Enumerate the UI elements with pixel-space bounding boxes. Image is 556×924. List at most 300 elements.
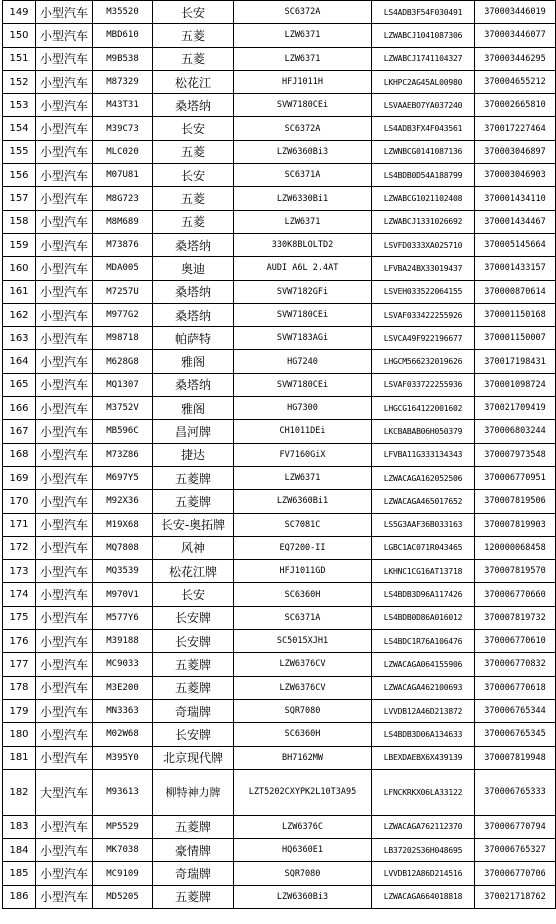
record-id-cell: 370006770660 <box>475 583 556 606</box>
row-number-cell: 168 <box>3 443 36 466</box>
vehicle-type-cell: 小型汽车 <box>36 327 93 350</box>
brand-name-cell: 桑塔纳 <box>153 303 234 326</box>
model-code-cell: SC6372A <box>234 1 372 24</box>
row-number-cell: 164 <box>3 350 36 373</box>
vehicle-type-cell: 小型汽车 <box>36 233 93 256</box>
table-row <box>3 443 556 466</box>
vin-code-cell: LFVBA24BX33019437 <box>372 257 475 280</box>
record-id-cell: 370001150168 <box>475 303 556 326</box>
plate-number-cell: M19X68 <box>93 513 153 536</box>
vehicle-type-cell: 小型汽车 <box>36 94 93 117</box>
model-code-cell: LZW6371 <box>234 47 372 70</box>
brand-name-cell: 五菱牌 <box>153 490 234 513</box>
plate-number-cell: M07U81 <box>93 164 153 187</box>
plate-number-cell: MK7038 <box>93 839 153 862</box>
model-code-cell: SVW7182GFi <box>234 280 372 303</box>
vehicle-type-cell: 小型汽车 <box>36 653 93 676</box>
row-number-cell: 177 <box>3 653 36 676</box>
vin-code-cell: LS4BDB3D06A134633 <box>372 723 475 746</box>
table-row <box>3 233 556 256</box>
model-code-cell: SC5015XJH1 <box>234 630 372 653</box>
vin-code-cell: LS4BDB0D54A188799 <box>372 164 475 187</box>
plate-number-cell: M970V1 <box>93 583 153 606</box>
record-id-cell: 370004655212 <box>475 70 556 93</box>
plate-number-cell: M35520 <box>93 1 153 24</box>
record-id-cell: 370001434467 <box>475 210 556 233</box>
record-id-cell: 370021709419 <box>475 397 556 420</box>
row-number-cell: 169 <box>3 466 36 489</box>
table-row <box>3 583 556 606</box>
plate-number-cell: M73Z86 <box>93 443 153 466</box>
vehicle-type-cell: 小型汽车 <box>36 839 93 862</box>
table-row <box>3 536 556 559</box>
plate-number-cell: MC9109 <box>93 862 153 885</box>
vin-code-cell: LZWACAGA762112370 <box>372 815 475 838</box>
vehicle-type-cell: 小型汽车 <box>36 140 93 163</box>
record-id-cell: 370000870614 <box>475 280 556 303</box>
row-number-cell: 152 <box>3 70 36 93</box>
brand-name-cell: 昌河牌 <box>153 420 234 443</box>
record-id-cell: 370006765327 <box>475 839 556 862</box>
record-id-cell: 370006770610 <box>475 630 556 653</box>
vehicle-type-cell: 小型汽车 <box>36 24 93 47</box>
vin-code-cell: LZWACAGA664018818 <box>372 885 475 908</box>
table-row <box>3 420 556 443</box>
record-id-cell: 370006770951 <box>475 466 556 489</box>
model-code-cell: LZW6371 <box>234 210 372 233</box>
brand-name-cell: 五菱牌 <box>153 815 234 838</box>
brand-name-cell: 柳特神力牌 <box>153 769 234 815</box>
vin-code-cell: LS4BDB0D86A016012 <box>372 606 475 629</box>
plate-number-cell: M39188 <box>93 630 153 653</box>
row-number-cell: 176 <box>3 630 36 653</box>
vehicle-type-cell: 小型汽车 <box>36 560 93 583</box>
table-row <box>3 466 556 489</box>
brand-name-cell: 风神 <box>153 536 234 559</box>
vin-code-cell: LS4BDB3D96A117426 <box>372 583 475 606</box>
plate-number-cell: M43T31 <box>93 94 153 117</box>
plate-number-cell: M3752V <box>93 397 153 420</box>
table-row <box>3 350 556 373</box>
model-code-cell: HFJ1011H <box>234 70 372 93</box>
table-row <box>3 117 556 140</box>
table-row <box>3 47 556 70</box>
vin-code-cell: LSVFD0333XA025710 <box>372 233 475 256</box>
vin-code-cell: LZWABCJ1041087306 <box>372 24 475 47</box>
plate-number-cell: M628G8 <box>93 350 153 373</box>
record-id-cell: 370006765344 <box>475 699 556 722</box>
vehicle-type-cell: 小型汽车 <box>36 885 93 908</box>
brand-name-cell: 五菱 <box>153 47 234 70</box>
table-row <box>3 746 556 769</box>
row-number-cell: 186 <box>3 885 36 908</box>
plate-number-cell: MC9033 <box>93 653 153 676</box>
vehicle-type-cell: 小型汽车 <box>36 164 93 187</box>
model-code-cell: HG7240 <box>234 350 372 373</box>
record-id-cell: 370006770794 <box>475 815 556 838</box>
model-code-cell: EQ7200-II <box>234 536 372 559</box>
table-row <box>3 513 556 536</box>
row-number-cell: 156 <box>3 164 36 187</box>
plate-number-cell: M697Y5 <box>93 466 153 489</box>
brand-name-cell: 长安牌 <box>153 606 234 629</box>
table-row <box>3 606 556 629</box>
plate-number-cell: M8G723 <box>93 187 153 210</box>
plate-number-cell: MLC020 <box>93 140 153 163</box>
table-row <box>3 257 556 280</box>
table-row <box>3 280 556 303</box>
model-code-cell: LZW6330Bi1 <box>234 187 372 210</box>
vehicle-type-cell: 小型汽车 <box>36 257 93 280</box>
model-code-cell: LZW6371 <box>234 24 372 47</box>
vin-code-cell: LFNCKRKX06LA33122 <box>372 769 475 815</box>
table-row <box>3 140 556 163</box>
table-row <box>3 862 556 885</box>
row-number-cell: 154 <box>3 117 36 140</box>
plate-number-cell: M02W68 <box>93 723 153 746</box>
vehicle-type-cell: 小型汽车 <box>36 350 93 373</box>
brand-name-cell: 桑塔纳 <box>153 94 234 117</box>
vehicle-type-cell: 小型汽车 <box>36 280 93 303</box>
vehicle-type-cell: 小型汽车 <box>36 536 93 559</box>
plate-number-cell: MDA005 <box>93 257 153 280</box>
brand-name-cell: 桑塔纳 <box>153 373 234 396</box>
brand-name-cell: 桑塔纳 <box>153 280 234 303</box>
brand-name-cell: 桑塔纳 <box>153 233 234 256</box>
plate-number-cell: M7257U <box>93 280 153 303</box>
table-row <box>3 397 556 420</box>
row-number-cell: 155 <box>3 140 36 163</box>
record-id-cell: 370006770706 <box>475 862 556 885</box>
row-number-cell: 158 <box>3 210 36 233</box>
vin-code-cell: LB37202S36H048695 <box>372 839 475 862</box>
row-number-cell: 181 <box>3 746 36 769</box>
row-number-cell: 163 <box>3 327 36 350</box>
record-id-cell: 370006770832 <box>475 653 556 676</box>
record-id-cell: 370006803244 <box>475 420 556 443</box>
brand-name-cell: 奥迪 <box>153 257 234 280</box>
vin-code-cell: LZWABCJ1331026692 <box>372 210 475 233</box>
plate-number-cell: M87329 <box>93 70 153 93</box>
row-number-cell: 149 <box>3 1 36 24</box>
vin-code-cell: LS4ADB3FX4F043561 <box>372 117 475 140</box>
plate-number-cell: M98718 <box>93 327 153 350</box>
brand-name-cell: 松花江 <box>153 70 234 93</box>
model-code-cell: SC7081C <box>234 513 372 536</box>
vin-code-cell: LVVDB12A46D213872 <box>372 699 475 722</box>
vehicle-type-cell: 小型汽车 <box>36 699 93 722</box>
record-id-cell: 370003446077 <box>475 24 556 47</box>
brand-name-cell: 五菱 <box>153 24 234 47</box>
row-number-cell: 157 <box>3 187 36 210</box>
vin-code-cell: LZWNBCG0141087136 <box>372 140 475 163</box>
plate-number-cell: M39C73 <box>93 117 153 140</box>
plate-number-cell: MQ7808 <box>93 536 153 559</box>
row-number-cell: 179 <box>3 699 36 722</box>
record-id-cell: 370021718762 <box>475 885 556 908</box>
record-id-cell: 370001150007 <box>475 327 556 350</box>
table-row <box>3 560 556 583</box>
model-code-cell: SQR7080 <box>234 699 372 722</box>
row-number-cell: 151 <box>3 47 36 70</box>
row-number-cell: 162 <box>3 303 36 326</box>
vin-code-cell: LZWACAGA465017652 <box>372 490 475 513</box>
vehicle-type-cell: 小型汽车 <box>36 630 93 653</box>
brand-name-cell: 五菱牌 <box>153 653 234 676</box>
row-number-cell: 180 <box>3 723 36 746</box>
vin-code-cell: LZWACAGA064155906 <box>372 653 475 676</box>
vin-code-cell: LSVAF033722255936 <box>372 373 475 396</box>
row-number-cell: 159 <box>3 233 36 256</box>
table-row <box>3 723 556 746</box>
table-row <box>3 373 556 396</box>
model-code-cell: LZW6371 <box>234 466 372 489</box>
row-number-cell: 183 <box>3 815 36 838</box>
brand-name-cell: 五菱牌 <box>153 466 234 489</box>
row-number-cell: 182 <box>3 769 36 815</box>
vehicle-table <box>2 0 556 909</box>
table-row <box>3 769 556 815</box>
vehicle-type-cell: 小型汽车 <box>36 70 93 93</box>
record-id-cell: 370003446295 <box>475 47 556 70</box>
vin-code-cell: LSVAF033422255926 <box>372 303 475 326</box>
table-row <box>3 164 556 187</box>
table-row <box>3 885 556 908</box>
record-id-cell: 370006765345 <box>475 723 556 746</box>
model-code-cell: SC6360H <box>234 723 372 746</box>
vehicle-type-cell: 小型汽车 <box>36 815 93 838</box>
table-row <box>3 815 556 838</box>
row-number-cell: 171 <box>3 513 36 536</box>
brand-name-cell: 五菱 <box>153 187 234 210</box>
brand-name-cell: 长安 <box>153 164 234 187</box>
model-code-cell: LZT5202CXYPK2L10T3A95 <box>234 769 372 815</box>
vin-code-cell: LKCBABAB06H050379 <box>372 420 475 443</box>
record-id-cell: 370007819506 <box>475 490 556 513</box>
table-row <box>3 699 556 722</box>
model-code-cell: LZW6360Bi1 <box>234 490 372 513</box>
vehicle-table-body <box>3 1 556 909</box>
model-code-cell: LZW6360Bi3 <box>234 140 372 163</box>
vehicle-type-cell: 小型汽车 <box>36 746 93 769</box>
brand-name-cell: 长安牌 <box>153 630 234 653</box>
plate-number-cell: M977G2 <box>93 303 153 326</box>
plate-number-cell: M395Y0 <box>93 746 153 769</box>
record-id-cell: 370007819948 <box>475 746 556 769</box>
brand-name-cell: 长安 <box>153 117 234 140</box>
record-id-cell: 370001433157 <box>475 257 556 280</box>
table-row <box>3 839 556 862</box>
model-code-cell: SC6360H <box>234 583 372 606</box>
record-id-cell: 370017227464 <box>475 117 556 140</box>
vin-code-cell: LS4ADB3F54F030491 <box>372 1 475 24</box>
model-code-cell: 330K8BLOLTD2 <box>234 233 372 256</box>
plate-number-cell: M93613 <box>93 769 153 815</box>
model-code-cell: SVW7180CEi <box>234 303 372 326</box>
row-number-cell: 167 <box>3 420 36 443</box>
model-code-cell: LZW6360Bi3 <box>234 885 372 908</box>
vehicle-type-cell: 小型汽车 <box>36 606 93 629</box>
brand-name-cell: 长安 <box>153 583 234 606</box>
vehicle-type-cell: 小型汽车 <box>36 443 93 466</box>
model-code-cell: FV7160GiX <box>234 443 372 466</box>
brand-name-cell: 北京现代牌 <box>153 746 234 769</box>
record-id-cell: 370003446019 <box>475 1 556 24</box>
brand-name-cell: 奇瑞牌 <box>153 862 234 885</box>
table-row <box>3 327 556 350</box>
plate-number-cell: MQ3539 <box>93 560 153 583</box>
brand-name-cell: 五菱牌 <box>153 676 234 699</box>
plate-number-cell: M8M689 <box>93 210 153 233</box>
row-number-cell: 166 <box>3 397 36 420</box>
brand-name-cell: 帕萨特 <box>153 327 234 350</box>
vin-code-cell: LZWACAGA462100693 <box>372 676 475 699</box>
row-number-cell: 153 <box>3 94 36 117</box>
row-number-cell: 165 <box>3 373 36 396</box>
plate-number-cell: MQ1307 <box>93 373 153 396</box>
plate-number-cell: M92X36 <box>93 490 153 513</box>
record-id-cell: 370006770618 <box>475 676 556 699</box>
row-number-cell: 172 <box>3 536 36 559</box>
table-row <box>3 653 556 676</box>
record-id-cell: 370006765333 <box>475 769 556 815</box>
vin-code-cell: LZWACAGA162052506 <box>372 466 475 489</box>
model-code-cell: SVW7180CEi <box>234 373 372 396</box>
vehicle-type-cell: 大型汽车 <box>36 769 93 815</box>
vin-code-cell: LHGCM566232019626 <box>372 350 475 373</box>
model-code-cell: LZW6376C <box>234 815 372 838</box>
plate-number-cell: M577Y6 <box>93 606 153 629</box>
vin-code-cell: LSVCA49F922196677 <box>372 327 475 350</box>
vehicle-type-cell: 小型汽车 <box>36 583 93 606</box>
record-id-cell: 370007819732 <box>475 606 556 629</box>
vin-code-cell: LKHNC1CG16AT13718 <box>372 560 475 583</box>
model-code-cell: HQ6360E1 <box>234 839 372 862</box>
vehicle-type-cell: 小型汽车 <box>36 723 93 746</box>
model-code-cell: BH7162MW <box>234 746 372 769</box>
record-id-cell: 370001434110 <box>475 187 556 210</box>
vin-code-cell: LKHPC2AG45AL00980 <box>372 70 475 93</box>
table-row <box>3 490 556 513</box>
vehicle-type-cell: 小型汽车 <box>36 420 93 443</box>
brand-name-cell: 五菱 <box>153 210 234 233</box>
vin-code-cell: LS5G3AAF36B033163 <box>372 513 475 536</box>
table-row <box>3 210 556 233</box>
model-code-cell: LZW6376CV <box>234 653 372 676</box>
row-number-cell: 178 <box>3 676 36 699</box>
vin-code-cell: LGBC1AC071R043465 <box>372 536 475 559</box>
row-number-cell: 161 <box>3 280 36 303</box>
model-code-cell: SC6371A <box>234 606 372 629</box>
table-row <box>3 676 556 699</box>
record-id-cell: 370017198431 <box>475 350 556 373</box>
table-row <box>3 1 556 24</box>
model-code-cell: HG7300 <box>234 397 372 420</box>
plate-number-cell: M73876 <box>93 233 153 256</box>
table-row <box>3 70 556 93</box>
vehicle-type-cell: 小型汽车 <box>36 513 93 536</box>
plate-number-cell: M3E200 <box>93 676 153 699</box>
table-row <box>3 187 556 210</box>
record-id-cell: 370001098724 <box>475 373 556 396</box>
row-number-cell: 160 <box>3 257 36 280</box>
record-id-cell: 370003046903 <box>475 164 556 187</box>
record-id-cell: 370007819903 <box>475 513 556 536</box>
table-row <box>3 24 556 47</box>
brand-name-cell: 奇瑞牌 <box>153 699 234 722</box>
vin-code-cell: LBEXDAEBX6X439139 <box>372 746 475 769</box>
vehicle-type-cell: 小型汽车 <box>36 210 93 233</box>
vehicle-type-cell: 小型汽车 <box>36 187 93 210</box>
vehicle-type-cell: 小型汽车 <box>36 47 93 70</box>
vin-code-cell: LFVBA11G333134343 <box>372 443 475 466</box>
table-row <box>3 303 556 326</box>
row-number-cell: 150 <box>3 24 36 47</box>
model-code-cell: HFJ1011GD <box>234 560 372 583</box>
vehicle-type-cell: 小型汽车 <box>36 490 93 513</box>
brand-name-cell: 捷达 <box>153 443 234 466</box>
model-code-cell: LZW6376CV <box>234 676 372 699</box>
plate-number-cell: MP5529 <box>93 815 153 838</box>
vehicle-type-cell: 小型汽车 <box>36 303 93 326</box>
vin-code-cell: LVVDB12A86D214516 <box>372 862 475 885</box>
table-row <box>3 94 556 117</box>
model-code-cell: SC6371A <box>234 164 372 187</box>
brand-name-cell: 雅阁 <box>153 350 234 373</box>
model-code-cell: SC6372A <box>234 117 372 140</box>
vehicle-list-sheet <box>2 0 556 909</box>
row-number-cell: 173 <box>3 560 36 583</box>
table-row <box>3 630 556 653</box>
vin-code-cell: LS4BDC1R76A106476 <box>372 630 475 653</box>
row-number-cell: 174 <box>3 583 36 606</box>
plate-number-cell: MD5205 <box>93 885 153 908</box>
row-number-cell: 170 <box>3 490 36 513</box>
brand-name-cell: 松花江牌 <box>153 560 234 583</box>
brand-name-cell: 雅阁 <box>153 397 234 420</box>
vehicle-type-cell: 小型汽车 <box>36 862 93 885</box>
model-code-cell: AUDI A6L 2.4AT <box>234 257 372 280</box>
brand-name-cell: 五菱牌 <box>153 885 234 908</box>
record-id-cell: 370005145664 <box>475 233 556 256</box>
model-code-cell: CH1011DEi <box>234 420 372 443</box>
brand-name-cell: 五菱 <box>153 140 234 163</box>
brand-name-cell: 长安牌 <box>153 723 234 746</box>
vin-code-cell: LSVAAEBO7YA037240 <box>372 94 475 117</box>
vehicle-type-cell: 小型汽车 <box>36 1 93 24</box>
vehicle-type-cell: 小型汽车 <box>36 676 93 699</box>
model-code-cell: SQR7080 <box>234 862 372 885</box>
row-number-cell: 184 <box>3 839 36 862</box>
plate-number-cell: MN3363 <box>93 699 153 722</box>
vin-code-cell: LZWABCG1021102408 <box>372 187 475 210</box>
record-id-cell: 120000068458 <box>475 536 556 559</box>
plate-number-cell: MBD610 <box>93 24 153 47</box>
vin-code-cell: LZWABCJ1741104327 <box>372 47 475 70</box>
record-id-cell: 370003046897 <box>475 140 556 163</box>
model-code-cell: SVW7180CEi <box>234 94 372 117</box>
record-id-cell: 370007973548 <box>475 443 556 466</box>
row-number-cell: 185 <box>3 862 36 885</box>
plate-number-cell: MB596C <box>93 420 153 443</box>
vehicle-type-cell: 小型汽车 <box>36 117 93 140</box>
record-id-cell: 370007819570 <box>475 560 556 583</box>
brand-name-cell: 长安-奥拓牌 <box>153 513 234 536</box>
vehicle-type-cell: 小型汽车 <box>36 466 93 489</box>
plate-number-cell: M9B538 <box>93 47 153 70</box>
vehicle-type-cell: 小型汽车 <box>36 397 93 420</box>
vehicle-type-cell: 小型汽车 <box>36 373 93 396</box>
